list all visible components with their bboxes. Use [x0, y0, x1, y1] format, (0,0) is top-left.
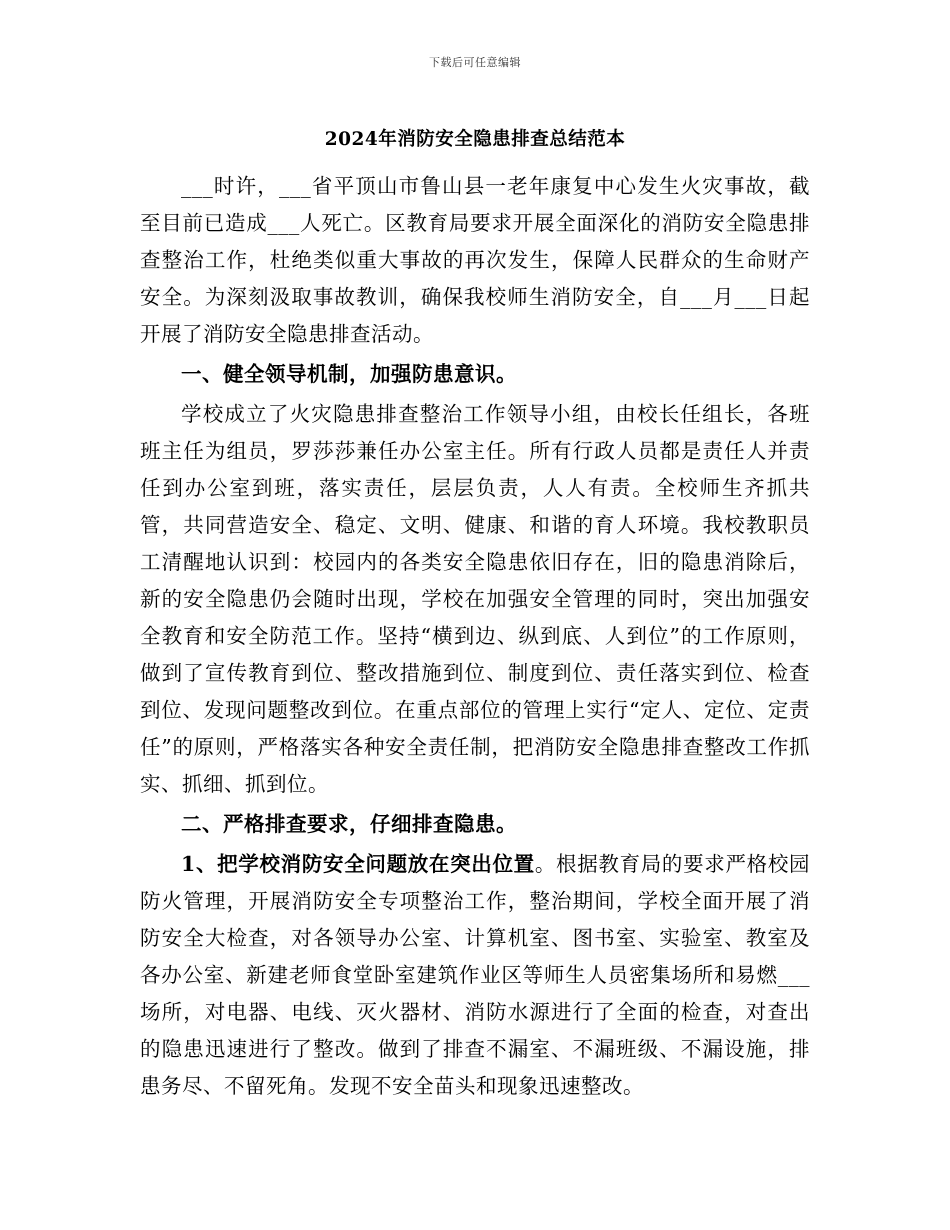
- item-1-body: 。根据教育局的要求严格校园防火管理，开展消防安全专项整治工作，整治期间，学校全面开展了消防安全大检查，对各领导办公室、计算机室、图书室、实验室、教室及各办公室、新建老师食堂卧室建筑作业区等师生人员密集场所和易燃___场所，对电器、电线、灭火器材、消防水源进行了全面的检查，对查出的隐患迅速进行了整改。做到了排查不漏室、不漏班级、不漏设施，排患务尽、不留死角。发现不安全苗头和现象迅速整改。: [140, 852, 811, 1098]
- section-1-paragraph: 学校成立了火灾隐患排查整治工作领导小组，由校长任组长，各班班主任为组员，罗莎莎兼任办公室主任。所有行政人员都是责任人并责任到办公室到班，落实责任，层层负责，人人有责。全校师生齐抓共管，共同营造安全、稳定、文明、健康、和谐的育人环境。我校教职员工清醒地认识到：校园内的各类安全隐患依旧存在，旧的隐患消除后，新的安全隐患仍会随时出现，学校在加强安全管理的同时，突出加强安全教育和安全防范工作。坚持“横到边、纵到底、人到位”的工作原则，做到了宣传教育到位、整改措施到位、制度到位、责任落实到位、检查到位、发现问题整改到位。在重点部位的管理上实行“定人、定位、定责任”的原则，严格落实各种安全责任制，把消防安全隐患排查整改工作抓实、抓细、抓到位。: [140, 402, 810, 796]
- item-1-lead: 1、把学校消防安全问题放在突出位置: [181, 852, 535, 876]
- section-heading-2: 二、严格排查要求，仔细排查隐患。: [181, 812, 517, 836]
- section-heading-1: 一、健全领导机制，加强防患意识。: [181, 362, 517, 386]
- document-body: [140, 168, 810, 1105]
- page-header-note: 下载后可任意编辑: [429, 56, 521, 69]
- document-title: 2024年消防安全隐患排查总结范本: [324, 129, 626, 150]
- section-2-item-1: [140, 846, 810, 1105]
- intro-paragraph: ___时许，___省平顶山市鲁山县一老年康复中心发生火灾事故，截至目前已造成___人死亡。区教育局要求开展全面深化的消防安全隐患排查整治工作，杜绝类似重大事故的再次发生，保障人民群众的生命财产安全。为深刻汲取事故教训，确保我校师生消防安全，自___月___日起开展了消防安全隐患排查活动。: [140, 174, 810, 346]
